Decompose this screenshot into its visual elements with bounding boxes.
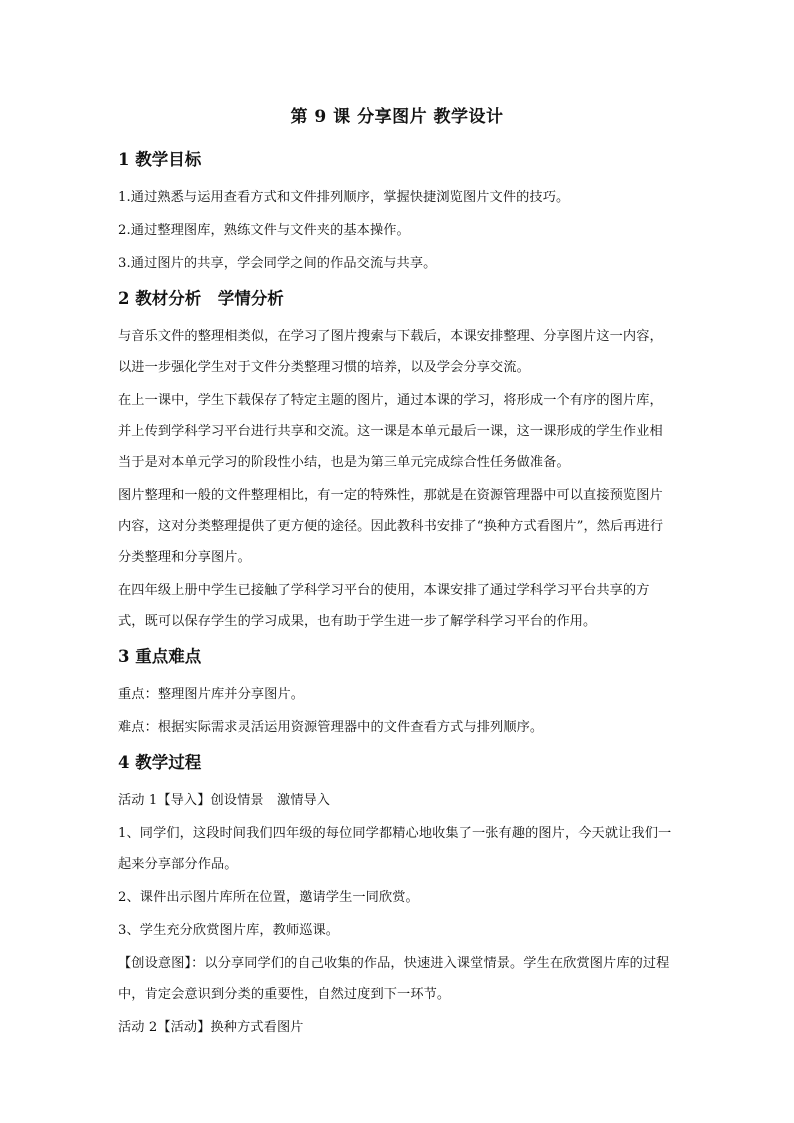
section-heading: 4 教学过程: [118, 753, 202, 772]
paragraph: 1、同学们，这段时间我们四年级的每位同学都精心地收集了一张有趣的图片，今天就让我们一起来分享部分作品。: [118, 826, 672, 872]
section-teaching-goals: [118, 146, 676, 279]
paragraph: 活动 2【活动】换种方式看图片: [118, 1020, 304, 1035]
section-key-points: [118, 643, 676, 743]
paragraph: 在上一课中，学生下载保存了特定主题的图片，通过本课的学习，将形成一个有序的图片库，并上传到学科学习平台进行共享和交流。这一课是本单元最后一课，这一课形成的学生作业相当于是对本单元学习的阶段性小结，也是为第三单元完成综合性任务做准备。: [118, 393, 663, 470]
paragraph: 【创设意图】：以分享同学们的自己收集的作品，快速进入课堂情景。学生在欣赏图片库的过程中，肯定会意识到分类的重要性，自然过度到下一环节。: [118, 956, 670, 1002]
paragraph: 2、课件出示图片库所在位置，邀请学生一同欣赏。: [118, 890, 419, 905]
section-heading: 1 教学目标: [118, 150, 202, 169]
section-heading: 3 重点难点: [118, 647, 202, 666]
paragraph: 3、学生充分欣赏图片库，教师巡课。: [118, 923, 340, 938]
paragraph: 图片整理和一般的文件整理相比，有一定的特殊性，那就是在资源管理器中可以直接预览图片内容，这对分类整理提供了更方便的途径。因此教科书安排了“换种方式看图片”，然后再进行分类整理和分享图片。: [118, 488, 664, 565]
paragraph: 2.通过整理图库，熟练文件与文件夹的基本操作。: [118, 223, 410, 238]
document-content: [118, 102, 676, 1049]
paragraph: 3.通过图片的共享，学会同学之间的作品交流与共享。: [118, 256, 437, 271]
page-title: 第 9 课 分享图片 教学设计: [290, 107, 504, 127]
section-heading: 2 教材分析 学情分析: [118, 289, 284, 308]
paragraph: 难点：根据实际需求灵活运用资源管理器中的文件查看方式与排列顺序。: [118, 720, 544, 735]
paragraph: 重点：整理图片库并分享图片。: [118, 687, 305, 702]
paragraph: 与音乐文件的整理相类似，在学习了图片搜索与下载后，本课安排整理、分享图片这一内容，以进一步强化学生对于文件分类整理习惯的培养，以及学会分享交流。: [118, 329, 663, 375]
section-material-analysis: [118, 285, 676, 637]
paragraph: 1.通过熟悉与运用查看方式和文件排列顺序，掌握快捷浏览图片文件的技巧。: [118, 190, 570, 205]
section-teaching-process: [118, 749, 676, 1043]
paragraph: 在四年级上册中学生已接触了学科学习平台的使用，本课安排了通过学科学习平台共享的方式，既可以保存学生的学习成果，也有助于学生进一步了解学科学习平台的作用。: [118, 583, 650, 629]
paragraph: 活动 1【导入】创设情景 激情导入: [118, 793, 331, 808]
